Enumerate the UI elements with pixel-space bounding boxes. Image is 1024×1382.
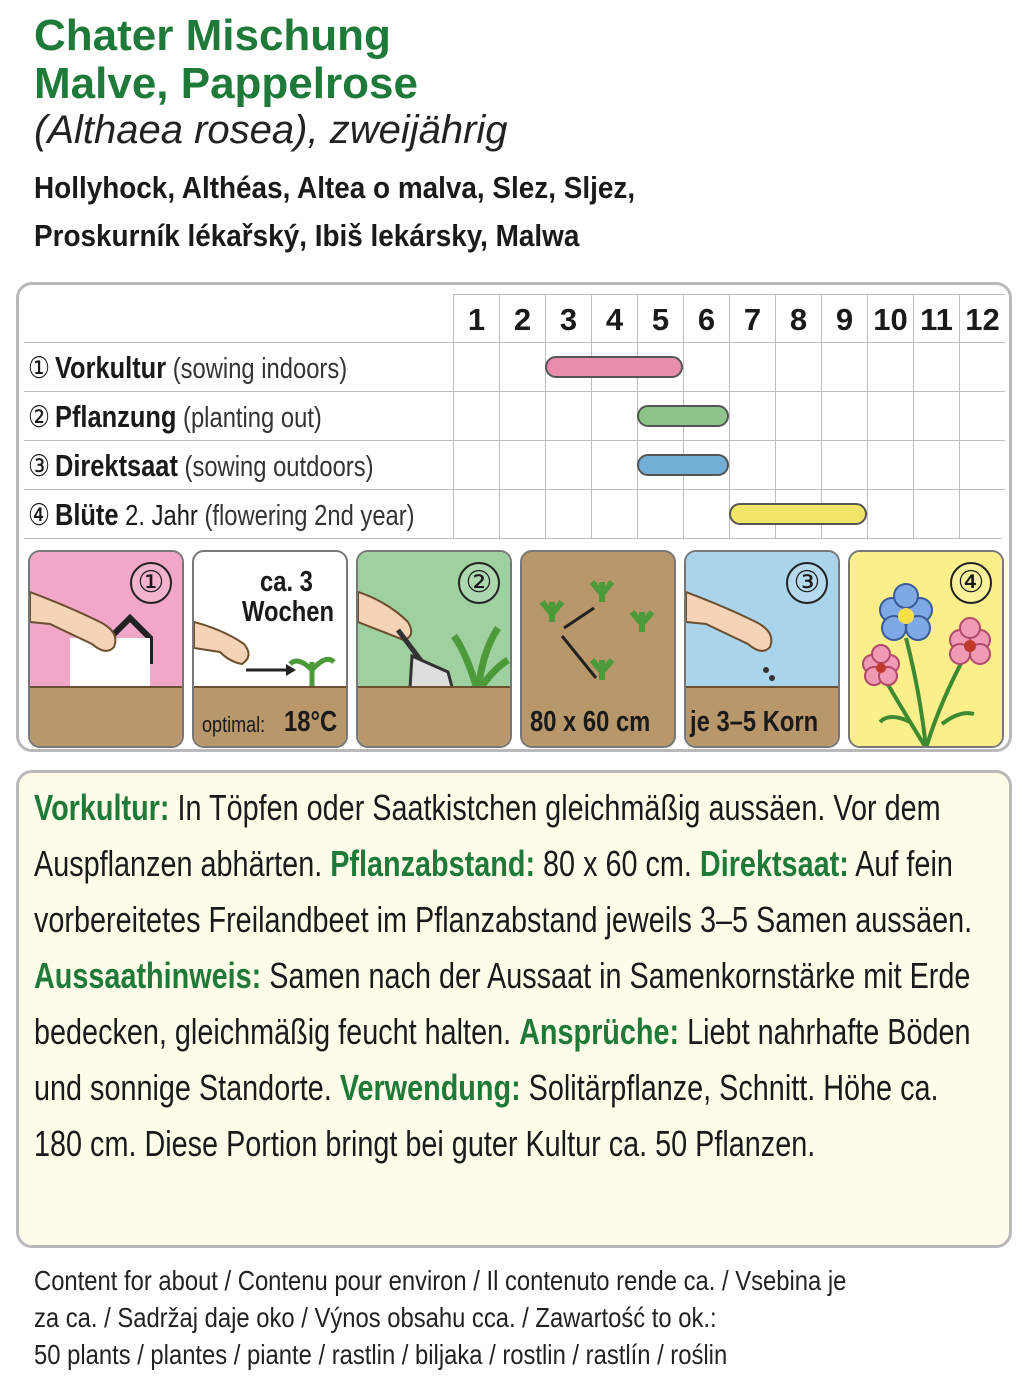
calendar-cell (913, 489, 959, 538)
row-label-1 (28, 350, 347, 386)
month-header-1: 1 (453, 294, 499, 342)
calendar-cell (591, 489, 637, 538)
soil (358, 686, 510, 746)
label-ansprueche: Ansprüche: (519, 1011, 680, 1052)
calendar-cell (729, 342, 775, 391)
calendar-cell (867, 391, 913, 440)
row-divider (24, 391, 1002, 392)
row-subtitle: (sowing outdoors) (177, 451, 374, 483)
calendar-cell (683, 489, 729, 538)
month-header-2: 2 (499, 294, 545, 342)
month-header-5: 5 (637, 294, 683, 342)
calendar-cell (499, 342, 545, 391)
instructions-text (34, 780, 978, 1172)
text-ansprueche: Liebt nahrhafte Böden und sonnige Standorte. (34, 1011, 971, 1108)
calendar-cell (867, 440, 913, 489)
product-title: Chater Mischung (34, 11, 391, 60)
content-footer (34, 1262, 986, 1373)
label-pflanzabstand: Pflanzabstand: (330, 843, 536, 884)
step-badge-4: ④ (950, 562, 992, 604)
row-name: Vorkultur (54, 350, 167, 385)
duration-line2: Wochen (242, 596, 335, 628)
month-header-6: 6 (683, 294, 729, 342)
tile-planting-out (356, 550, 512, 748)
calendar-cell (591, 440, 637, 489)
product-subtitle: Malve, Pappelrose (34, 59, 418, 108)
tile-sowing-indoors (28, 550, 184, 748)
step-badge-1: ① (130, 562, 172, 604)
common-names-line1: Hollyhock, Althéas, Altea o malva, Slez, Sljez, (34, 170, 636, 205)
period-bar-4 (729, 503, 867, 525)
optimal-label: optimal: (202, 712, 266, 737)
footer-line1: Content for about / Contenu pour environ / Il contenuto rende ca. / Vsebina je (34, 1265, 847, 1296)
month-header-12: 12 (959, 294, 1005, 342)
calendar-cell (545, 440, 591, 489)
calendar-cell (821, 440, 867, 489)
row-divider (24, 538, 1002, 539)
month-header-9: 9 (821, 294, 867, 342)
text-verwendung: Solitärpflanze, Schnitt. Höhe ca. 180 cm. Diese Portion bringt bei guter Kultur ca. 50 Pflanzen. (34, 1067, 939, 1164)
month-header-3: 3 (545, 294, 591, 342)
calendar-cell (499, 489, 545, 538)
calendar-cell (775, 342, 821, 391)
calendar-cell (867, 489, 913, 538)
text-vorkultur: In Töpfen oder Saatkistchen gleichmäßig aussäen. Vor dem Auspflanzen abhärten. (34, 787, 941, 884)
seeds-per-hole: je 3–5 Korn (690, 706, 819, 738)
calendar-cell (775, 440, 821, 489)
calendar-cell (729, 391, 775, 440)
calendar-cell (683, 342, 729, 391)
month-header-10: 10 (867, 294, 913, 342)
row-subtitle: (planting out) (176, 402, 322, 434)
text-pflanzabstand: 80 x 60 cm. (535, 843, 700, 884)
month-header-4: 4 (591, 294, 637, 342)
row-subtitle: (sowing indoors) (166, 353, 348, 385)
temperature-value: 18°C (284, 706, 338, 738)
calendar-cell (545, 391, 591, 440)
calendar-cell (499, 391, 545, 440)
label-direktsaat: Direktsaat: (699, 843, 849, 884)
calendar-cell (959, 440, 1005, 489)
duration-line1: ca. 3 (260, 566, 313, 598)
row-divider (24, 440, 1002, 441)
calendar-cell (453, 489, 499, 538)
calendar-cell (913, 440, 959, 489)
calendar-cell (453, 342, 499, 391)
row-extra: 2. Jahr (118, 500, 198, 532)
calendar-cell (453, 440, 499, 489)
calendar-cell (545, 489, 591, 538)
tile-sowing-outdoors (684, 550, 840, 748)
calendar-cell (959, 391, 1005, 440)
tile-spacing (520, 550, 676, 748)
step-badge-2: ② (458, 562, 500, 604)
text-direktsaat: Auf fein vorbereitetes Freilandbeet im Pflanzabstand jeweils 3–5 Samen aussäen. (34, 843, 973, 940)
latin-name: (Althaea rosea), zweijährig (34, 108, 508, 152)
footer-line2: za ca. / Sadržaj daje oko / Výnos obsahu cca. / Zawartość to ok.: (34, 1302, 717, 1333)
calendar-cell (959, 342, 1005, 391)
step-badge-3: ③ (786, 562, 828, 604)
month-header-7: 7 (729, 294, 775, 342)
soil (30, 686, 182, 746)
spacing-value: 80 x 60 cm (530, 706, 651, 738)
calendar-cell (867, 342, 913, 391)
footer-line3: 50 plants / plantes / piante / rastlin / biljaka / rostlin / rastlín / roślin (34, 1339, 728, 1370)
row-label-3 (28, 448, 374, 484)
calendar-cell (591, 391, 637, 440)
calendar-cell (729, 440, 775, 489)
row-name: Direktsaat (54, 448, 178, 483)
calendar-cell (821, 391, 867, 440)
text-aussaathinweis: Samen nach der Aussaat in Samenkornstärke mit Erde bedecken, gleichmäßig feucht halten. (34, 955, 971, 1052)
tile-germination (192, 550, 348, 748)
period-bar-1 (545, 356, 683, 378)
calendar-cell (775, 391, 821, 440)
period-bar-2 (637, 405, 729, 427)
month-header-11: 11 (913, 294, 959, 342)
calendar-cell (821, 342, 867, 391)
row-name: Pflanzung (54, 399, 177, 434)
tile-flowering (848, 550, 1004, 748)
calendar-cell (453, 391, 499, 440)
row-number: ② (28, 401, 51, 434)
calendar-cell (913, 391, 959, 440)
calendar-cell (959, 489, 1005, 538)
row-number: ① (28, 352, 51, 385)
label-aussaathinweis: Aussaathinweis: (34, 955, 262, 996)
month-header-8: 8 (775, 294, 821, 342)
row-subtitle: (flowering 2nd year) (197, 500, 415, 532)
label-vorkultur: Vorkultur: (34, 787, 170, 828)
row-name: Blüte (54, 497, 119, 532)
label-verwendung: Verwendung: (339, 1067, 521, 1108)
calendar-cell (499, 440, 545, 489)
row-divider (24, 342, 1002, 343)
row-label-2 (28, 399, 322, 435)
common-names-line2: Proskurník lékařský, Ibiš lekársky, Malwa (34, 218, 580, 253)
calendar-cell (913, 342, 959, 391)
row-number: ④ (28, 499, 51, 532)
row-label-4 (28, 497, 415, 533)
row-divider (24, 489, 1002, 490)
period-bar-3 (637, 454, 729, 476)
row-number: ③ (28, 450, 51, 483)
calendar-cell (637, 489, 683, 538)
